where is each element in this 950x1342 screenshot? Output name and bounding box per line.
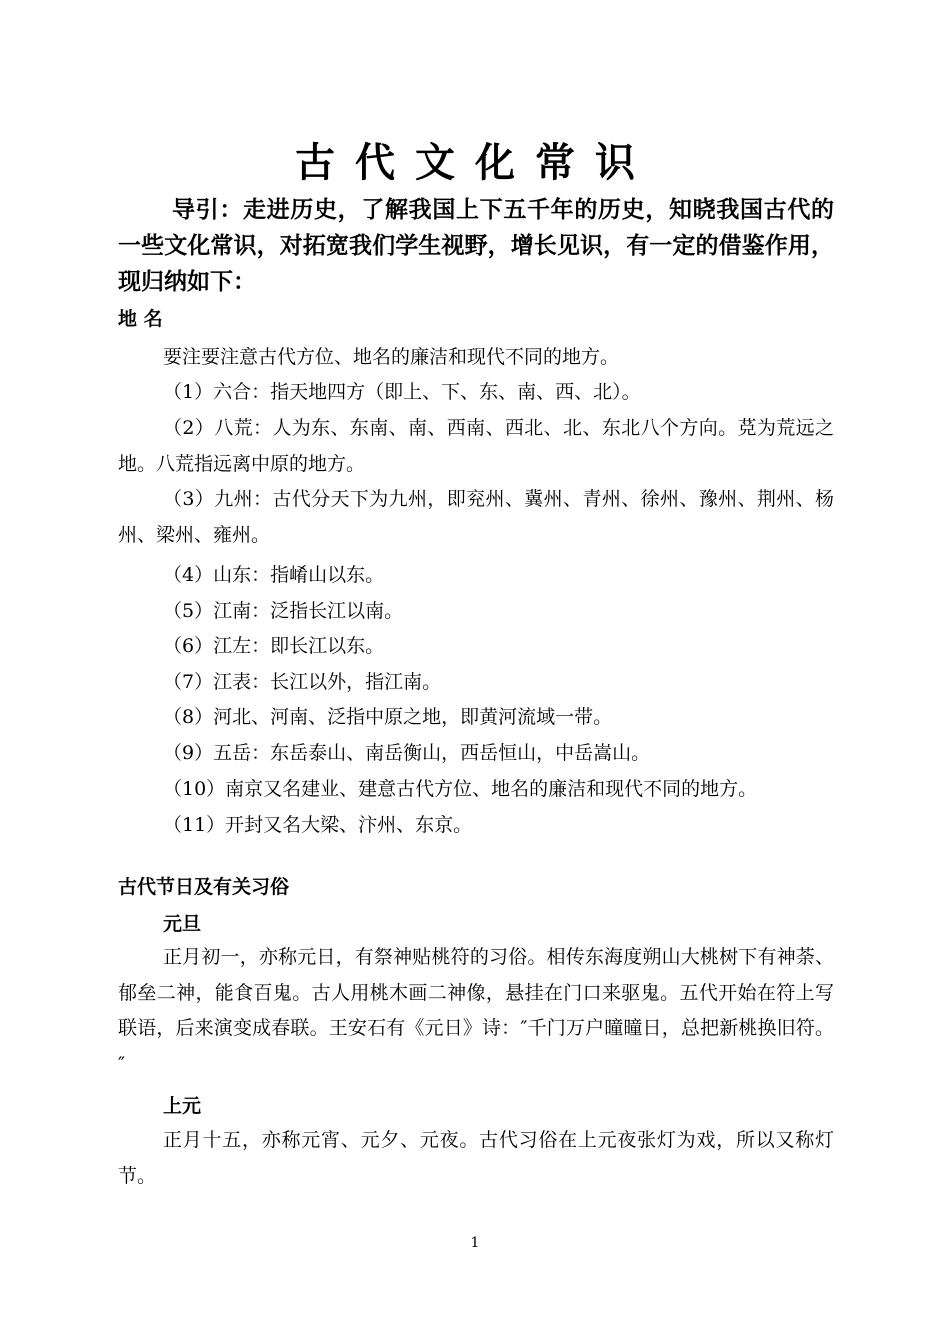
- list-item-kaifeng: （11）开封又名大梁、汴州、东京。: [163, 814, 473, 836]
- list-item-shandong: （4）山东：指崤山以东。: [163, 564, 385, 586]
- page-number: 1: [470, 1235, 480, 1251]
- list-item-bahuang: （2）八荒：人为东、东南、南、西南、西北、北、东北八个方向。莌为荒远之地。八荒指远离中原的地方。: [118, 417, 834, 475]
- section1-lead: 要注要注意古代方位、地名的廉洁和现代不同的地方。: [163, 346, 620, 368]
- list-item-jiangbiao: （7）江表：长江以外，指江南。: [163, 671, 442, 693]
- subheading-shangyuan: 上元: [163, 1095, 202, 1117]
- section-heading-place-names: 地 名: [118, 308, 163, 330]
- list-item-liuhe: （1）六合：指天地四方（即上、下、东、南、西、北）。: [163, 381, 641, 403]
- list-item-jiangzuo: （6）江左：即长江以东。: [163, 635, 385, 657]
- paragraph-yuandan: 正月初一，亦称元日，有祭神贴桃符的习俗。相传东海度朔山大桃树下有神荼、郁垒二神，能食百鬼。古人用桃木画二神像，悬挂在门口来驱鬼。五代开始在符上写联语，后来演变成春联。王安石有《元日》诗：″千门万户曈曈日，总把新桃换旧符。″: [118, 946, 834, 1075]
- subheading-yuandan: 元旦: [163, 913, 202, 935]
- list-item-nanjing: （10）南京又名建业、建意古代方位、地名的廉洁和现代不同的地方。: [163, 778, 758, 800]
- paragraph-shangyuan: 正月十五，亦称元宵、元夕、元夜。古代习俗在上元夜张灯为戏，所以又称灯节。: [118, 1129, 834, 1187]
- intro-paragraph: 导引：走进历史，了解我国上下五千年的历史，知晓我国古代的一些文化常识，对拓宽我们学生视野，增长见识，有一定的借鉴作用，现归纳如下：: [118, 197, 834, 295]
- section-heading-festivals: 古代节日及有关习俗: [118, 876, 290, 898]
- list-item-hebei-henan: （8）河北、河南、泛指中原之地，即黄河流域一带。: [163, 706, 613, 728]
- document-title: 古代文化常识: [295, 140, 655, 186]
- list-item-jiuzhou: （3）九州：古代分天下为九州，即兖州、冀州、青州、徐州、豫州、荆州、杨州、梁州、雍州。: [118, 488, 834, 546]
- list-item-wuyue: （9）五岳：东岳泰山、南岳衡山，西岳恒山，中岳嵩山。: [163, 742, 651, 764]
- list-item-jiangnan: （5）江南：泛指长江以南。: [163, 600, 404, 622]
